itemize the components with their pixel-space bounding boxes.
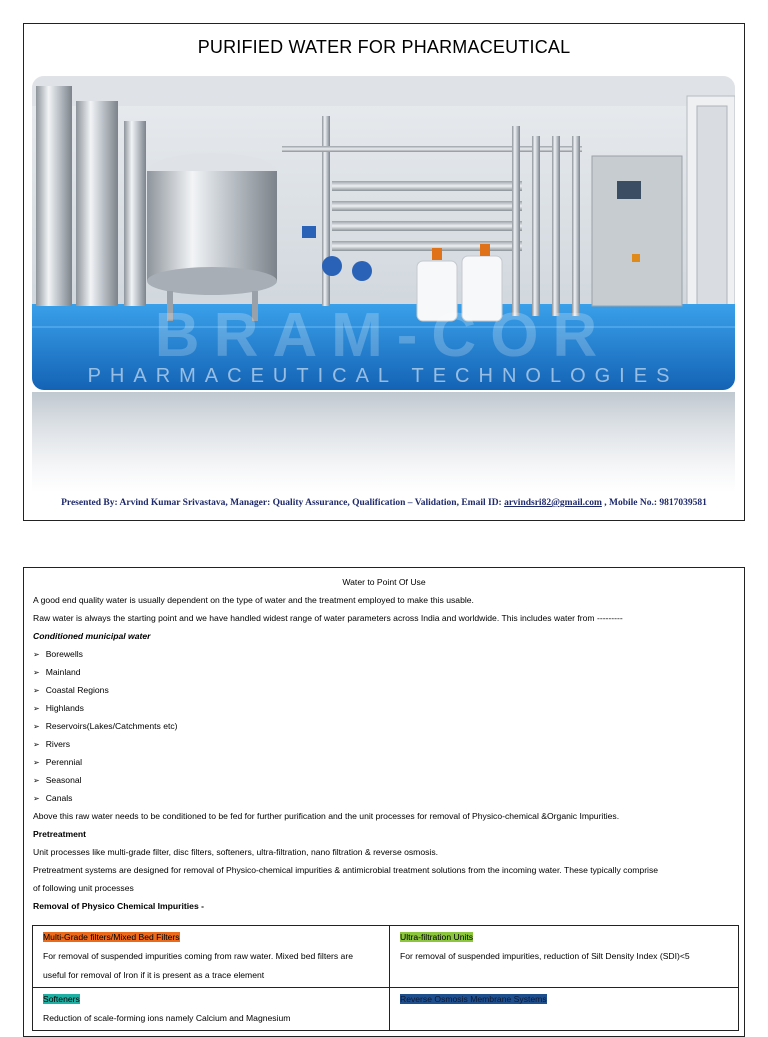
water-plant-photo	[32, 76, 735, 390]
cell-heading: Ultra-filtration Units	[400, 932, 474, 942]
list-item: ➢ Rivers	[33, 739, 70, 749]
presenter-credit	[24, 498, 744, 508]
pretreatment-paragraph-1: Pretreatment systems are designed for removal of Physico-chemical impurities & antimicrobial treatment solutions from the incoming water. These typically comprise	[33, 865, 659, 875]
watermark-brand: BRAM-COR	[154, 301, 612, 370]
email-link[interactable]: arvindsri82@gmail.com	[504, 498, 602, 508]
unit-process-table	[32, 925, 739, 1031]
pretreatment-paragraph-2: of following unit processes	[33, 883, 134, 893]
list-item: ➢ Borewells	[33, 649, 83, 659]
table-cell	[390, 926, 739, 988]
intro-paragraph-2: Raw water is always the starting point and we have handled widest range of water parameters across India and worldwide. This includes water from ---------	[33, 613, 623, 623]
list-item: ➢ Canals	[33, 793, 72, 803]
cell-heading: Softeners	[43, 994, 80, 1004]
cell-text: useful for removal of Iron if it is present as a trace element	[43, 970, 265, 980]
table-row	[33, 926, 739, 988]
table-row	[33, 988, 739, 1031]
unit-processes-paragraph: Unit processes like multi-grade filter, disc filters, softeners, ultra-filtration, nano filtration & reverse osmosis.	[33, 847, 439, 857]
list-item: ➢ Perennial	[33, 757, 82, 767]
conditioning-paragraph: Above this raw water needs to be conditioned to be fed for further purification and the unit processes for removal of Physico-chemical &Organic Impurities.	[33, 811, 620, 821]
slide-title: PURIFIED WATER FOR PHARMACEUTICAL	[197, 37, 571, 57]
water-plant-illustration	[32, 76, 735, 390]
list-item: ➢ Reservoirs(Lakes/Catchments etc)	[33, 721, 178, 731]
presenter-text: Presented By: Arvind Kumar Srivastava, Manager: Quality Assurance, Qualification – Validation, Email ID:	[61, 498, 505, 508]
cell-heading: Multi-Grade filters/Mixed Bed Filters	[43, 932, 180, 942]
cell-text: For removal of suspended impurities coming from raw water. Mixed bed filters are	[43, 951, 353, 961]
cell-text: For removal of suspended impurities, reduction of Silt Density Index (SDI)<5	[400, 951, 690, 961]
section-heading: Water to Point Of Use	[342, 577, 426, 587]
conditioned-label: Conditioned municipal water	[33, 631, 151, 641]
removal-heading: Removal of Physico Chemical Impurities -	[33, 901, 204, 911]
table-cell	[33, 988, 390, 1031]
photo-reflection	[32, 392, 735, 492]
title-slide	[23, 23, 745, 521]
list-item: ➢ Seasonal	[33, 775, 82, 785]
intro-paragraph-1: A good end quality water is usually dependent on the type of water and the treatment employed to make this usable.	[33, 595, 474, 605]
presenter-mobile: , Mobile No.: 9817039581	[601, 498, 707, 508]
list-item: ➢ Coastal Regions	[33, 685, 109, 695]
list-item: ➢ Highlands	[33, 703, 84, 713]
cell-text: Reduction of scale-forming ions namely Calcium and Magnesium	[43, 1013, 291, 1023]
content-slide	[23, 567, 745, 1037]
pretreatment-heading: Pretreatment	[33, 829, 87, 839]
cell-heading: Reverse Osmosis Membrane Systems	[400, 994, 547, 1004]
table-cell	[33, 926, 390, 988]
watermark-subtitle: PHARMACEUTICAL TECHNOLOGIES	[87, 365, 679, 387]
table-cell	[390, 988, 739, 1031]
list-item: ➢ Mainland	[33, 667, 81, 677]
